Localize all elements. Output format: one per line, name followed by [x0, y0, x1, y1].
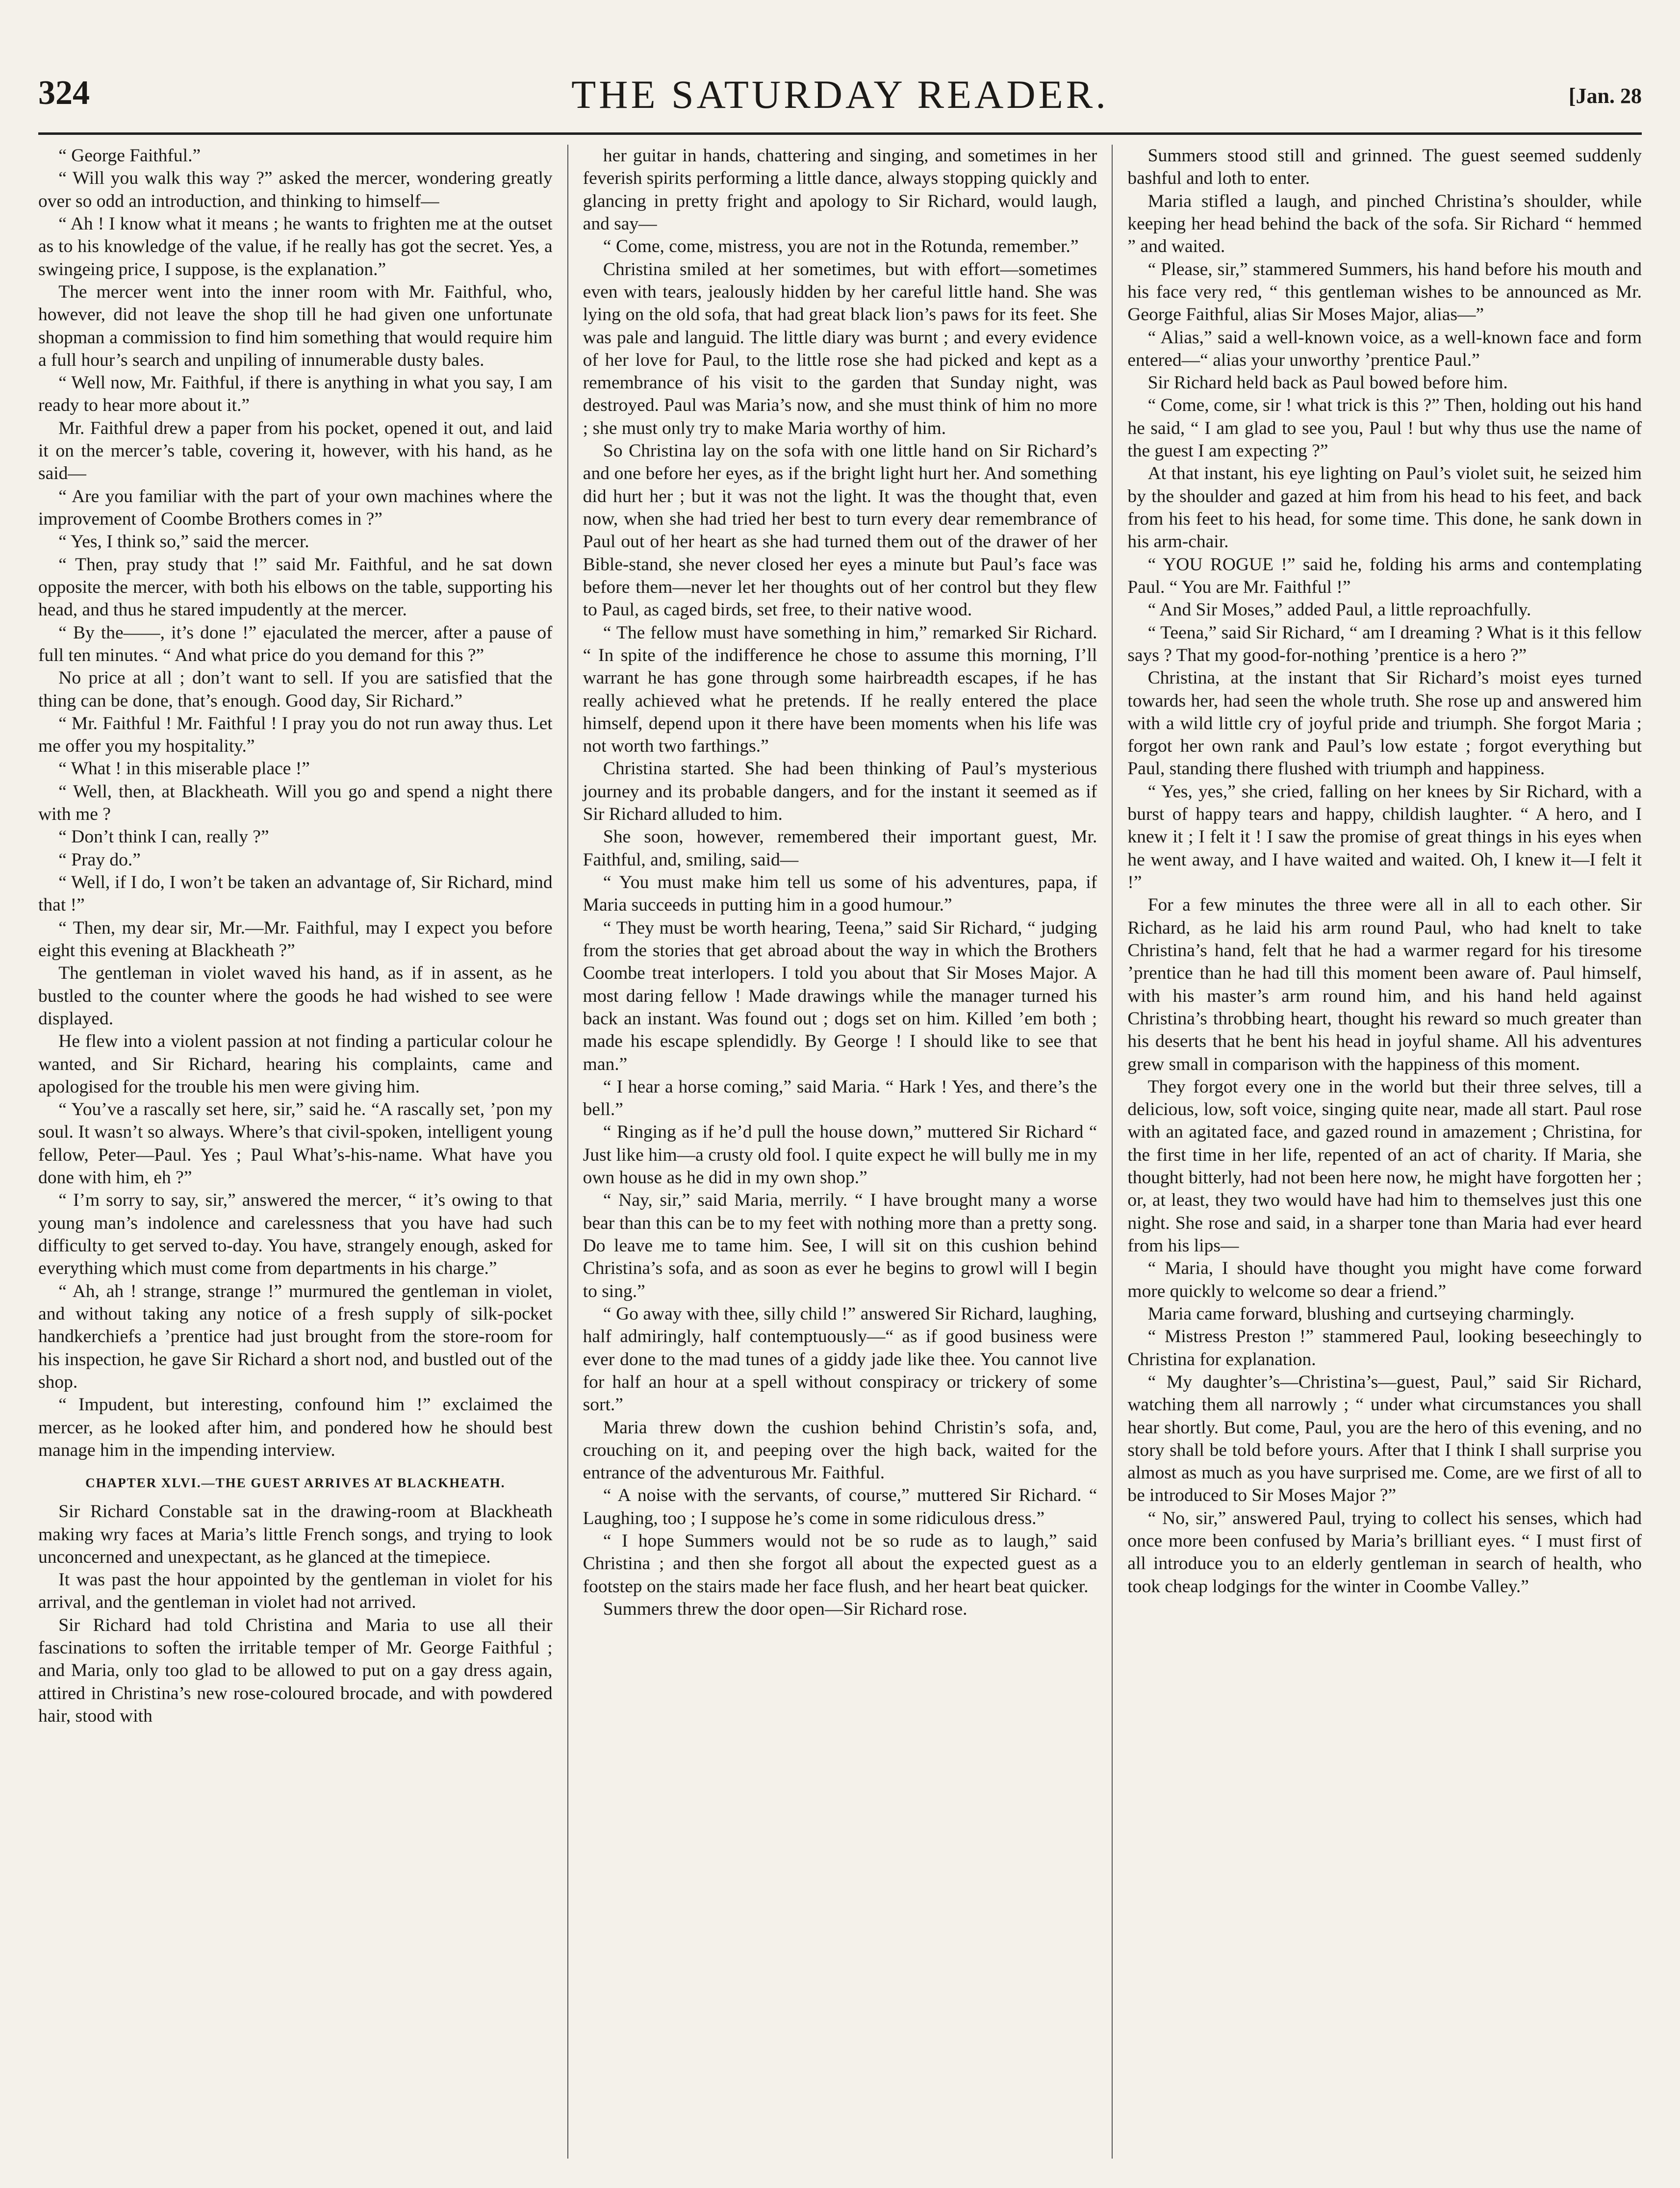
chapter-heading: CHAPTER XLVI.—THE GUEST ARRIVES AT BLACKHEATH.	[85, 1476, 506, 1491]
paragraph: No price at all ; don’t want to sell. If you are satisfied that the thing can be done, that’s enough. Good day, Sir Richard.”	[38, 668, 553, 711]
paragraph: “ Come, come, sir ! what trick is this ?” Then, holding out his hand he said, “ I am glad to see you, Paul ! but why thus use the name of the guest I am expecting ?”	[1127, 395, 1642, 461]
text-columns	[38, 145, 1642, 2159]
paragraph: “ Well, if I do, I won’t be taken an advantage of, Sir Richard, mind that !”	[38, 872, 553, 916]
paragraph: “ They must be worth hearing, Teena,” said Sir Richard, “ judging from the stories that get abroad about the way in which the Brothers Coombe treat interlopers. I told you about that Sir Moses Major. A most daring fellow ! Made drawings while the manager turned his back an instant. Was found out ; dogs set on him. Killed ’em both ; made his escape splendidly. By George ! I should like to see that man.”	[583, 917, 1097, 1074]
paragraph: At that instant, his eye lighting on Paul’s violet suit, he seized him by the shoulder and gazed at him from his head to his feet, and back from his feet to his head, for some time. This done, he sank down in his arm-chair.	[1127, 463, 1642, 552]
paragraph: “ I hope Summers would not be so rude as to laugh,” said Christina ; and then she forgot all about the expected guest as a footstep on the stairs made her face flush, and her heart beat quicker.	[583, 1531, 1097, 1597]
paragraph: “ My daughter’s—Christina’s—guest, Paul,” said Sir Richard, watching them all narrowly ; “ under what circumstances you shall hear shortly. But come, Paul, you are the hero of this evening, and no story shall be told before yours. After that I think I shall surprise you almost as much as you have surprised me. Come, are we first of all to be introduced to Sir Moses Major ?”	[1127, 1372, 1642, 1506]
column-2	[567, 145, 1097, 2159]
paragraph: “ A noise with the servants, of course,” muttered Sir Richard. “ Laughing, too ; I suppose he’s come in some ridiculous dress.”	[583, 1485, 1097, 1528]
paragraph: For a few minutes the three were all in all to each other. Sir Richard, as he laid his arm round Paul, who had knelt to take Christina’s hand, felt that he had a warmer regard for his tiresome ’prentice than he had till this moment been aware of. Paul himself, with his master’s arm round him, and his hand held against Christina’s throbbing heart, thought his reward so much greater than his deserts that he bent his head in joyful shame. All his adventures grew small in comparison with the happiness of this moment.	[1127, 895, 1642, 1074]
paragraph: “ Well now, Mr. Faithful, if there is anything in what you say, I am ready to hear more about it.”	[38, 373, 553, 416]
paragraph: “ The fellow must have something in him,” remarked Sir Richard. “ In spite of the indifference he chose to assume this morning, I’ll warrant he has gone through some hairbreadth escapes, if he has really achieved what he pretends. If he really entered the place himself, depend upon it there have been moments when his life was not worth two farthings.”	[583, 622, 1097, 757]
paragraph: Mr. Faithful drew a paper from his pocket, opened it out, and laid it on the mercer’s table, covering it, however, with his hand, as he said—	[38, 418, 553, 484]
paragraph: Summers threw the door open—Sir Richard rose.	[603, 1599, 967, 1619]
journal-title: THE SATURDAY READER.	[571, 72, 1109, 117]
paragraph: “ You must make him tell us some of his adventures, papa, if Maria succeeds in putting him in a good humour.”	[583, 872, 1097, 916]
paragraph: “ Mr. Faithful ! Mr. Faithful ! I pray you do not run away thus. Let me offer you my hospitality.”	[38, 713, 553, 757]
paragraph: “ Well, then, at Blackheath. Will you go and spend a night there with me ?	[38, 781, 553, 825]
column-1	[38, 145, 553, 2159]
paragraph: “ And Sir Moses,” added Paul, a little reproachfully.	[1147, 600, 1531, 620]
paragraph: “ Come, come, mistress, you are not in the Rotunda, remember.”	[603, 236, 1079, 257]
paragraph: “ Maria, I should have thought you might have come forward more quickly to welcome so dear a friend.”	[1127, 1258, 1642, 1301]
paragraph: “ Impudent, but interesting, confound him !” exclaimed the mercer, as he looked after him, and pondered how he should best manage him in the impending interview.	[38, 1395, 553, 1460]
paragraph: “ No, sir,” answered Paul, trying to collect his senses, which had once more been confused by Maria’s brilliant eyes. “ I must first of all introduce you to an elderly gentleman in search of health, who took cheap lodgings for the winter in Coombe Valley.”	[1127, 1508, 1642, 1597]
paragraph: “ You’ve a rascally set here, sir,” said he. “A rascally set, ’pon my soul. It wasn’t so always. Where’s that civil-spoken, intelligent young fellow, Peter—Paul. Yes ; Paul What’s-his-name. What have you done with him, eh ?”	[38, 1099, 553, 1188]
page-number: 324	[38, 74, 90, 112]
paragraph: It was past the hour appointed by the gentleman in violet for his arrival, and the gentleman in violet had not arrived.	[38, 1570, 553, 1613]
paragraph: Sir Richard Constable sat in the drawing-room at Blackheath making wry faces at Maria’s little French songs, and trying to look unconcerned and unexpectant, as he glanced at the timepiece.	[38, 1501, 553, 1567]
column-3	[1112, 145, 1642, 2159]
paragraph: “ Please, sir,” stammered Summers, his hand before his mouth and his face very red, “ this gentleman wishes to be announced as Mr. George Faithful, alias Sir Moses Major, alias—”	[1127, 259, 1642, 325]
paragraph: “ Teena,” said Sir Richard, “ am I dreaming ? What is it this fellow says ? That my good-for-nothing ’prentice is a hero ?”	[1127, 622, 1642, 665]
paragraph: “ Ah ! I know what it means ; he wants to frighten me at the outset as to his knowledge of the value, if he really has got the secret. Yes, a swingeing price, I suppose, is the explanation.”	[38, 213, 553, 280]
paragraph: “ By the——, it’s done !” ejaculated the mercer, after a pause of full ten minutes. “ And what price do you demand for this ?”	[38, 622, 553, 665]
paragraph: “ Then, pray study that !” said Mr. Faithful, and he sat down opposite the mercer, with both his elbows on the table, supporting his head, and thus he stared impudently at the mercer.	[38, 554, 553, 620]
paragraph: Sir Richard had told Christina and Maria to use all their fascinations to soften the irritable temper of Mr. George Faithful ; and Maria, only too glad to be allowed to put on a gay dress again, attired in Christina’s new rose-coloured brocade, and with powdered hair, stood with	[38, 1615, 553, 1727]
paragraph: They forgot every one in the world but their three selves, till a delicious, low, soft voice, singing quite near, made all start. Paul rose with an agitated face, and gazed round in amazement ; Christina, for the first time in her life, repented of an act of charity. If Maria, she thought bitterly, had not been here now, he might have forgotten her ; or, at least, they two would have had him to themselves just this one night. She rose and said, in a sharper tone than Maria had ever heard from his lips—	[1127, 1076, 1642, 1256]
paragraph: her guitar in hands, chattering and singing, and sometimes in her feverish spirits performing a little dance, always stopping quickly and glancing in pretty fright and apology to Sir Richard, would laugh, and say—	[583, 146, 1097, 234]
paragraph: “ Ringing as if he’d pull the house down,” muttered Sir Richard “ Just like him—a crusty old fool. I quite expect he will bully me in my own house as he did in my own shop.”	[583, 1122, 1097, 1188]
paragraph: Christina smiled at her sometimes, but with effort—sometimes even with tears, jealously hidden by her careful little hand. She was lying on the old sofa, that had great black lion’s paws for its feet. She was pale and languid. The little diary was burnt ; and every evidence of her love for Paul, to the little rose she had picked and kept as a remembrance of his visit to the garden that Sunday night, was destroyed. Paul was Maria’s now, and she must think of him no more ; she must only try to make Maria worthy of him.	[583, 259, 1097, 438]
paragraph: Christina started. She had been thinking of Paul’s mysterious journey and its probable dangers, and for the instant it seemed as if Sir Richard alluded to him.	[583, 759, 1097, 825]
paragraph: “ Yes, I think so,” said the mercer.	[58, 532, 309, 552]
paragraph: Summers stood still and grinned. The guest seemed suddenly bashful and loth to enter.	[1127, 146, 1642, 189]
paragraph: “ Will you walk this way ?” asked the mercer, wondering greatly over so odd an introduction, and thinking to himself—	[38, 168, 553, 211]
paragraph: He flew into a violent passion at not finding a particular colour he wanted, and Sir Richard, hearing his complaints, came and apologised for the trouble his men were giving him.	[38, 1031, 553, 1097]
paragraph: She soon, however, remembered their important guest, Mr. Faithful, and, smiling, said—	[583, 827, 1097, 870]
paragraph: “ Ah, ah ! strange, strange !” murmured the gentleman in violet, and without taking any notice of a fresh supply of silk-pocket handkerchiefs a ’prentice had just brought from the store-room for his inspection, he gave Sir Richard a short nod, and bustled out of the shop.	[38, 1281, 553, 1392]
paragraph: “ Go away with thee, silly child !” answered Sir Richard, laughing, half admiringly, half contemptuously—“ as if good business were ever done to the mad tunes of a giddy jade like thee. You cannot live for half an hour at a spell without conspiracy or trickery of some sort.”	[583, 1303, 1097, 1415]
paragraph: “ YOU ROGUE !” said he, folding his arms and contemplating Paul. “ You are Mr. Faithful !”	[1127, 554, 1642, 597]
paragraph: “ What ! in this miserable place !”	[58, 759, 310, 779]
paragraph: Maria threw down the cushion behind Christin’s sofa, and, crouching on it, and peeping over the high back, waited for the entrance of the adventurous Mr. Faithful.	[583, 1417, 1097, 1483]
issue-date: [Jan. 28	[1568, 84, 1642, 108]
paragraph: The gentleman in violet waved his hand, as if in assent, as he bustled to the counter where the goods he had wished to see were displayed.	[38, 963, 553, 1029]
paragraph: Sir Richard held back as Paul bowed before him.	[1147, 373, 1508, 393]
paragraph: “ I’m sorry to say, sir,” answered the mercer, “ it’s owing to that young man’s indolence and carelessness that you have had such difficulty to get served to-day. You have, strangely enough, asked for everything which must come from departments in his charge.”	[38, 1190, 553, 1279]
paragraph: Maria came forward, blushing and curtseying charmingly.	[1147, 1303, 1575, 1324]
paragraph: “ Mistress Preston !” stammered Paul, looking beseechingly to Christina for explanation.	[1127, 1326, 1642, 1370]
paragraph: “ Are you familiar with the part of your own machines where the improvement of Coombe Brothers comes in ?”	[38, 486, 553, 529]
paragraph: Maria stifled a laugh, and pinched Christina’s shoulder, while keeping her head behind the back of the sofa. Sir Richard “ hemmed ” and waited.	[1127, 191, 1642, 257]
paragraph: “ Alias,” said a well-known voice, as a well-known face and form entered—“ alias your unworthy ’prentice Paul.”	[1127, 327, 1642, 370]
masthead	[38, 74, 1642, 135]
paragraph: “ Don’t think I can, really ?”	[58, 827, 269, 847]
paragraph: The mercer went into the inner room with Mr. Faithful, who, however, did not leave the shop till he had given one unfortunate shopman a commission to find him something that would require him a full hour’s search and unpiling of innumerable dusty bales.	[38, 281, 553, 370]
paragraph: Christina, at the instant that Sir Richard’s moist eyes turned towards her, had seen the whole truth. She rose up and answered him with a wild little cry of joyful pride and triumph. She forgot Maria ; forgot her own rank and Paul’s low estate ; forgot everything but Paul, standing there flushed with triumph and happiness.	[1127, 668, 1642, 779]
paragraph: “ Yes, yes,” she cried, falling on her knees by Sir Richard, with a burst of happy tears and happy, childish laughter. “ A hero, and I knew it ; I felt it ! I saw the promise of great things in his eyes when he went away, and I have waited and waited. Oh, I knew it—I felt it !”	[1127, 781, 1642, 892]
paragraph: “ Then, my dear sir, Mr.—Mr. Faithful, may I expect you before eight this evening at Blackheath ?”	[38, 917, 553, 961]
paragraph: So Christina lay on the sofa with one little hand on Sir Richard’s and one before her eyes, as if the bright light hurt her. And something did hurt her ; but it was not the light. It was the thought that, even now, when she had tried her best to turn every dear remembrance of Paul out of her heart as she had turned them out of the drawer of her Bible-stand, she never closed her eyes a minute but Paul’s face was before them—never let her thoughts out of her control but they flew to Paul, as caged birds, set free, to their native wood.	[583, 441, 1097, 620]
paragraph: “ Pray do.”	[58, 849, 141, 870]
paragraph: “ I hear a horse coming,” said Maria. “ Hark ! Yes, and there’s the bell.”	[583, 1076, 1097, 1120]
paragraph: “ George Faithful.”	[58, 146, 201, 166]
paragraph: “ Nay, sir,” said Maria, merrily. “ I have brought many a worse bear than this can be to my feet with nothing more than a pretty song. Do leave me to tame him. See, I will sit on this cushion behind Christina’s sofa, and as soon as ever he begins to growl will I begin to sing.”	[583, 1190, 1097, 1301]
